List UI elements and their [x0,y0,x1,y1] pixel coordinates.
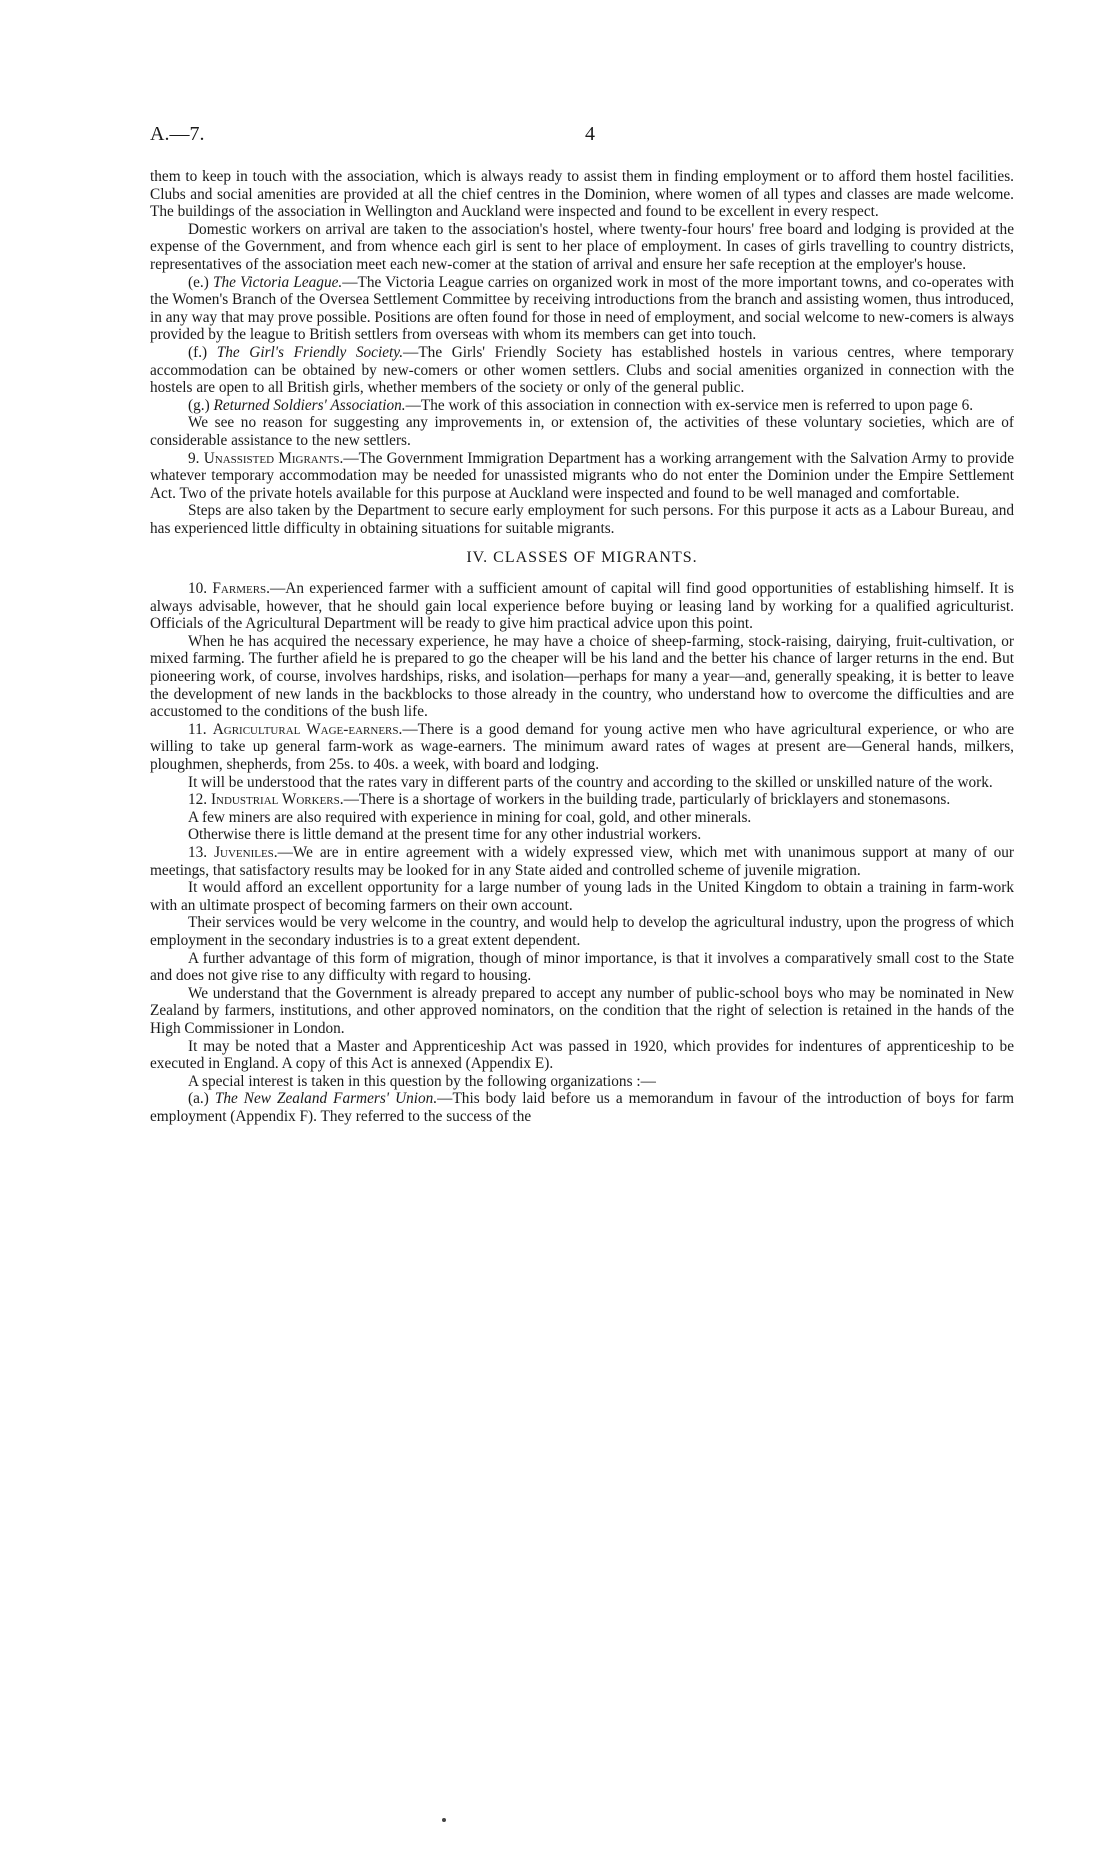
paragraph-text: Their services would be very welcome in the country, and would help to develop the agricultural industry, upon the progress of which employment in the secondary industries is to a great extent dependent. [150,914,1014,949]
paragraph [150,450,1014,503]
paragraph-text: A few miners are also required with experience in mining for coal, gold, and other minerals. [188,808,752,826]
paragraph-heading: Agricultural Wage-earners. [212,720,403,738]
paragraph-text: —There is a good demand for young active men who have agricultural experience, or who are willing to take up general farm-work as wage-earners. The minimum award rates of wages at present are—General hands, milkers, ploughmen, shepherds, from 25s. to 40s. a week, with board and lodging. [150,720,1015,773]
paragraph [150,774,1014,792]
paragraph [150,1090,1014,1125]
document-body [150,168,1014,1125]
paragraph-text: We see no reason for suggesting any improvements in, or extension of, the activities of these voluntary societies, which are of considerable assistance to the new settlers. [150,414,1014,449]
paragraph [150,168,1014,221]
paragraph-heading: Juveniles. [214,843,278,861]
paragraph-label: 10. [188,580,208,598]
paragraph-text: When he has acquired the necessary experience, he may have a choice of sheep-farming, stock-raising, dairying, fruit-cultivation, or mixed farming. The further afield he is prepared to go the cheaper will be his land and the better his chance of larger returns in the end. But pioneering work, of course, involves hardships, risks, and isolation—perhaps for many a year—and, generally speaking, it is better to leave the development of new lands in the backblocks to those already in the country, who understand how to overcome the difficulties and are accustomed to the conditions of the bush life. [150,632,1014,721]
paragraph-label: (f.) [188,343,208,361]
paragraph [150,1038,1014,1073]
paragraph [150,985,1014,1038]
paragraph-text: —An experienced farmer with a sufficient amount of capital will find good opportunities of establishing himself. It is always advisable, however, that he should gain local experience before buying or leasing land by working for a qualified agriculturist. Officials of the Agricultural Department will be ready to give him practical advice upon this point. [150,580,1014,633]
paragraph-label: (a.) [188,1090,209,1108]
paragraph-text: —The Victoria League carries on organized work in most of the more important towns, and co-operates with the Women's Branch of the Oversea Settlement Committee by receiving introductions from the branch and assisting women, thus introduced, in any way that may prove possible. Positions are often found for those in need of employment, and social welcome to new-comers is always provided by the league to British settlers from overseas with whom its members can get into touch. [150,273,1015,344]
paragraph-text: —We are in entire agreement with a widely expressed view, which met with unanimous support at many of our meetings, that satisfactory results may be looked for in any State aided and controlled scheme of juvenile migration. [150,843,1014,879]
paragraph [150,633,1014,721]
paragraph [150,344,1014,397]
paragraph-heading: Industrial Workers. [210,791,344,809]
paragraph-heading: Unassisted Migrants. [203,449,344,467]
paragraph [150,791,1014,809]
paragraph-text: A further advantage of this form of migration, though of minor importance, is that it involves a comparatively small cost to the State and does not give rise to any difficulty with regard to housing. [150,949,1014,985]
paragraph-text: —The work of this association in connection with ex-service men is referred to upon page 6. [405,396,974,414]
paragraph [150,844,1014,879]
paragraph-text: A special interest is taken in this question by the following organizations :— [188,1072,656,1090]
page-mark [442,1818,446,1822]
paragraph [150,274,1014,344]
paragraph-text: It would afford an excellent opportunity for a large number of young lads in the United Kingdom to obtain a training in farm-work with an ultimate prospect of becoming farmers on their own account. [150,879,1014,914]
paragraph [150,879,1014,914]
paragraph-text: Domestic workers on arrival are taken to the association's hostel, where twenty-four hours' free board and lodging is provided at the expense of the Government, and from whence each girl is sent to her place of employment. In cases of girls travelling to country districts, representatives of the association meet each new-comer at the station of arrival and ensure her safe reception at the employer's house. [150,220,1014,273]
paragraph-label: 9. [188,449,200,467]
section-heading: IV. CLASSES OF MIGRANTS. [466,549,698,567]
paragraph-label: 11. [188,720,207,738]
paragraph [150,914,1014,949]
paragraph-text: —The Girls' Friendly Society has established hostels in various centres, where temporary accommodation can be obtained by new-comers or other women settlers. Clubs and social amenities organized in connection with the hostels are open to all British girls, whether members of the society or only of the general public. [150,343,1014,397]
paragraph-text: —This body laid before us a memorandum in favour of the introduction of boys for farm employment (Appendix F). They referred to the success of the [150,1090,1015,1125]
paragraph [150,721,1014,774]
paragraph-text: them to keep in touch with the association, which is always ready to assist them in finding employment or to afford them hostel facilities. Clubs and social amenities are provided at all the chief centres in the Dominion, where women of all types and classes are made welcome. The buildings of the association in Wellington and Auckland were inspected and found to be excellent in every respect. [150,168,1014,221]
page-header [150,123,1014,151]
paragraph-text: We understand that the Government is already prepared to accept any number of public-school boys who may be nominated in New Zealand by farmers, institutions, and other approved nominators, on the condition that the right of selection is retained in the hands of the High Commissioner in London. [150,984,1014,1037]
paragraph-label: (e.) [188,273,209,291]
paragraph-label: (g.) [188,396,210,414]
paragraph-text: Steps are also taken by the Department to secure early employment for such persons. For this purpose it acts as a Labour Bureau, and has experienced little difficulty in obtaining situations for suitable migrants. [150,502,1014,537]
paragraph-label: 13. [188,843,208,861]
paragraph [150,414,1014,449]
paragraph-title: The Girl's Friendly Society. [216,343,404,361]
paragraph [150,826,1014,844]
paragraph-text: —The Government Immigration Department has a working arrangement with the Salvation Army to provide whatever temporary accommodation may be needed for unassisted migrants who do not enter the Dominion under the Empire Settlement Act. Two of the private hotels available for this purpose at Auckland were inspected and found to be well managed and comfortable. [150,449,1014,502]
paragraph [150,580,1014,633]
paragraph-text: It may be noted that a Master and Apprenticeship Act was passed in 1920, which provides for indentures of apprenticeship to be executed in England. A copy of this Act is annexed (Appendix E). [150,1037,1014,1073]
document-reference: A.—7. [150,123,205,145]
paragraph [150,950,1014,985]
paragraph [150,809,1014,827]
paragraph [150,221,1014,274]
paragraph-text: Otherwise there is little demand at the present time for any other industrial workers. [188,826,702,844]
paragraph [150,502,1014,537]
paragraph-heading: Farmers. [212,580,270,598]
paragraph-title: Returned Soldiers' Association. [213,396,406,414]
paragraph-label: 12. [188,791,208,809]
paragraph-title: The Victoria League. [213,273,343,291]
paragraph [150,1073,1014,1091]
paragraph-text: It will be understood that the rates vary in different parts of the country and according to the skilled or unskilled nature of the work. [188,773,993,791]
paragraph-text: —There is a shortage of workers in the building trade, particularly of bricklayers and stonemasons. [343,791,951,809]
page-number: 4 [585,123,595,145]
paragraph [150,397,1014,415]
paragraph-title: The New Zealand Farmers' Union. [214,1090,438,1108]
